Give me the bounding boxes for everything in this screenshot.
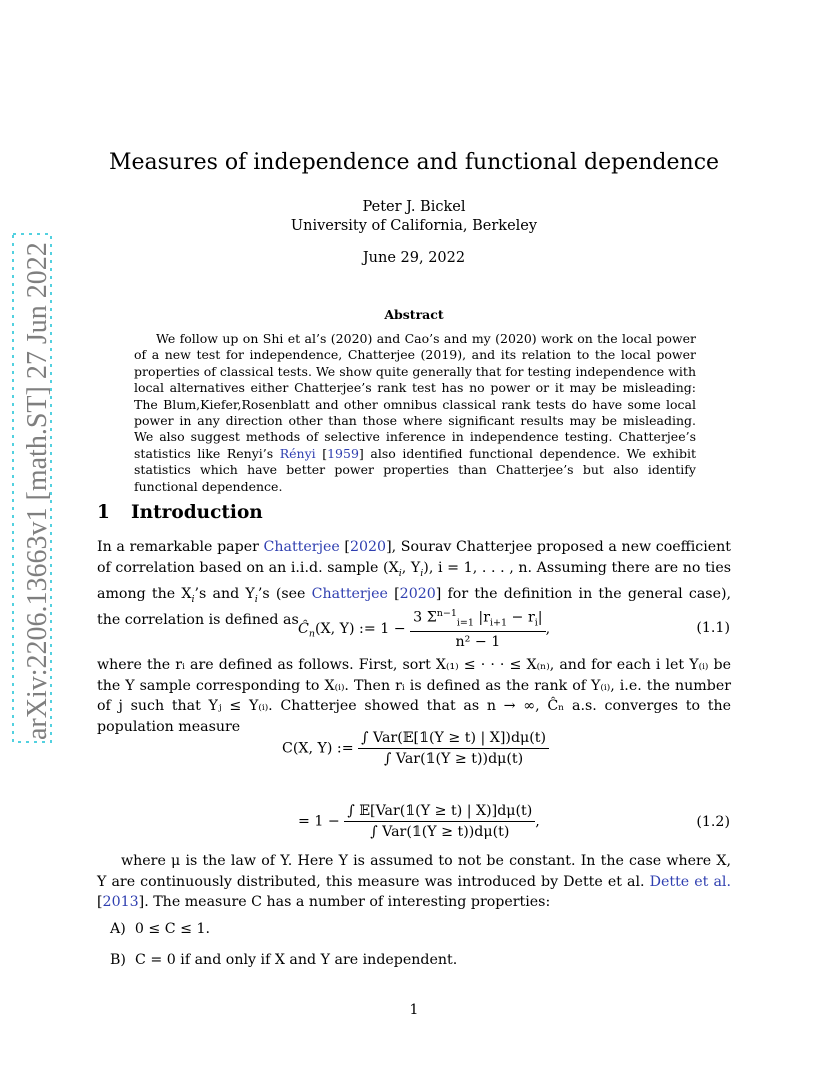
equation-number-1-2: (1.2) [696,814,730,830]
paper-date: June 29, 2022 [362,250,466,266]
paper-title: Measures of independence and functional dependence [108,150,720,175]
arxiv-stamp-text: arXiv:2206.13663v1 [math.ST] 27 Jun 2022 [22,242,53,740]
renyi-year-link[interactable]: 1959 [327,445,359,461]
dette-year-link[interactable]: 2013 [102,894,139,911]
intro-paragraph-1: In a remarkable paper Chatterjee [2020], Sourav Chatterjee proposed a new coefficient of correlation based on an i.i.d. sample ($X_i$, $Y_i$), i = 1, . . . , n. Assuming there are no ties among the $X_i’s$ and $Y_i’s$ (see Chatterjee [2020] for the definition in the general case), the correlation is defined as [97,539,732,629]
renyi-citation-link[interactable]: Rényi [279,445,316,461]
intro-paragraph-3: where μ is the law of Y. Here Y is assumed to not be constant. In the case where X, Y are continuously distributed, this measure was introduced by Dette et al. Dette et al. [2013]. The measure C has a number of interesting properties: [97,853,731,911]
abstract-heading: Abstract [384,307,444,322]
property-b: B) C = 0 if and only if X and Y are independent. [110,952,458,968]
author-name: Peter J. Bickel [362,199,466,215]
chatterjee-citation-link-2[interactable]: Chatterjee [311,586,388,603]
author-affiliation: University of California, Berkeley [290,218,538,234]
chatterjee-year-link-2[interactable]: 2020 [399,586,436,603]
equation-number-1-1: (1.1) [696,620,730,636]
equation-1-1: $Ĉ_n(X$, Y) := 1 − $\frac{3 \Sigma^{n-1}_{i=1} |r_{i+1} - r_i|}{\text{n² − 1}}$ , [298,608,551,650]
section-number: 1 [97,502,110,523]
section-title: Introduction [131,502,263,523]
chatterjee-citation-link[interactable]: Chatterjee [263,539,340,555]
abstract-body: We follow up on Shi et al’s (2020) and Cao’s and my (2020) work on the local power of a new test for independence, Chatterjee (2019), and its relation to the local power properties of classical tests. We show quite generally that for testing independence with local alternatives either Chatterjee’s rank test has no power or it may be misleading: The Blum,Kiefer,Rosenblatt and other omnibus classical rank tests do have some local power in any direction other than those where significant results may be misleading. We also suggest methods of selective inference in independence testing. Chatterjee’s statistics like Renyi’s Rényi [1959] also identified functional dependence. We exhibit statistics which have better power properties than Chatterjee’s but also identify functional dependence. [134,331,696,494]
equation-c-definition: C(X, Y) := $\frac{\text{∫ Var(𝔼[𝟙(Y ≥ t) | X])dμ(t)}}{\text{∫ Var(𝟙(Y ≥ t))dμ(t)}}$ [282,730,549,767]
equation-1-2: = 1 − $\frac{\text{∫ 𝔼[Var(𝟙(Y ≥ t) | X)]dμ(t)}}{\text{∫ Var(𝟙(Y ≥ t))dμ(t)}}$ , [298,803,540,840]
dette-citation-link[interactable]: Dette et al. [649,873,731,890]
intro-paragraph-2: where the rᵢ are defined as follows. First, sort X₍₁₎ ≤ · · · ≤ X₍ₙ₎, and for each i let Y₍ᵢ₎ be the Y sample corresponding to X₍ᵢ₎. Then rᵢ is defined as the rank of Y₍ᵢ₎, i.e. the number of j such that Yⱼ ≤ Y₍ᵢ₎. Chatterjee showed that as n → ∞, Ĉₙ a.s. converges to the population measure [97,657,731,735]
chatterjee-year-link[interactable]: 2020 [349,539,387,555]
arxiv-stamp [6,228,58,748]
section-heading [97,502,263,523]
page-number: 1 [409,1002,419,1018]
property-a: A) 0 ≤ C ≤ 1. [110,921,211,937]
